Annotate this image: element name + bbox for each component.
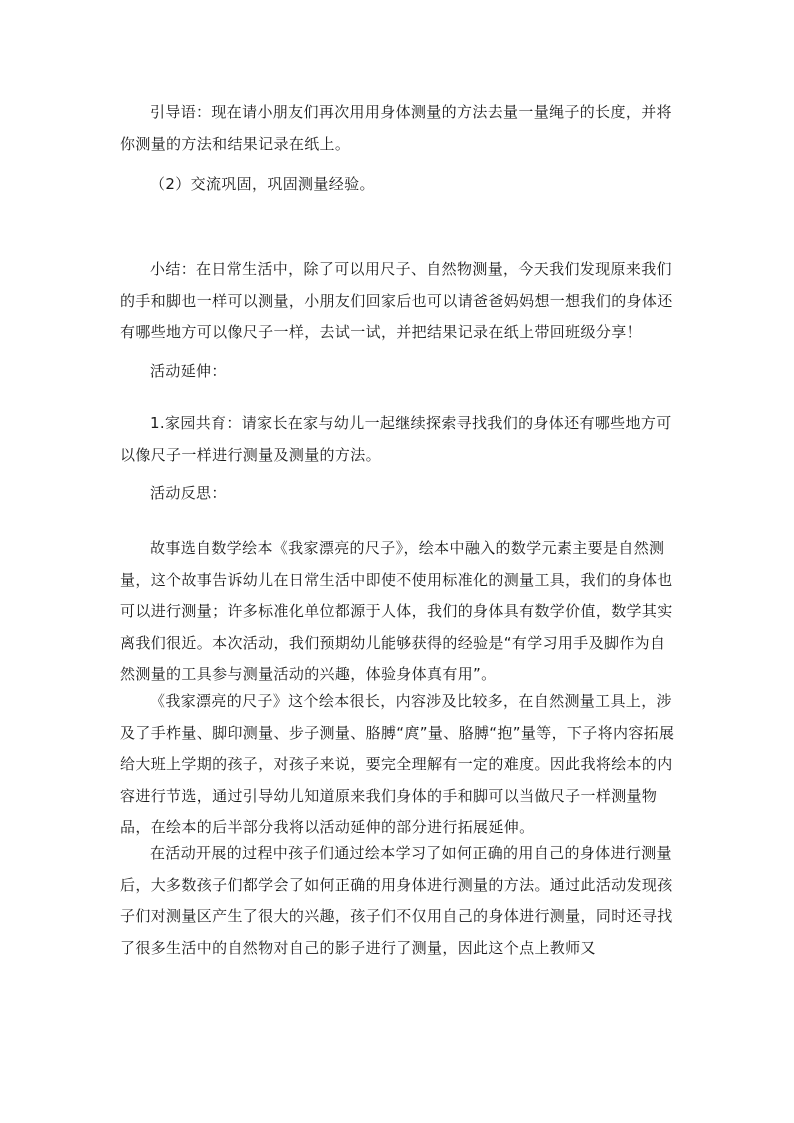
reflection-paragraph-3: 在活动开展的过程中孩子们通过绘本学习了如何正确的用自己的身体进行测量后，大多数孩子们都学会了如何正确的用身体进行测量的方法。通过此活动发现孩子们对测量区产生了很大的兴趣，孩子们不仅用自己的身体进行测量，同时还寻找了很多生活中的自然物对自己的影子进行了测量，因此这个点上教师又 — [120, 844, 673, 957]
home-school-paragraph: 1.家园共育：请家长在家与幼儿一起继续探索寻找我们的身体还有哪些地方可以像尺子一样进行测量及测量的方法。 — [120, 414, 672, 464]
guidance-paragraph: 引导语：现在请小朋友们再次用用身体测量的方法去量一量绳子的长度，并将你测量的方法和结果记录在纸上。 — [120, 103, 672, 153]
reflection-paragraph-2: 《我家漂亮的尺子》这个绘本很长，内容涉及比较多，在自然测量工具上，涉及了手柞量、脚印测量、步子测量、胳膊“庹”量、胳膊“抱”量等，下子将内容拓展给大班上学期的孩子，对孩子来说，要完全理解有一定的难度。因此我将绘本的内容进行节选，通过引导幼儿知道原来我们身体的手和脚可以当做尺子一样测量物品，在绘本的后半部分我将以活动延伸的部分进行拓展延伸。 — [120, 692, 675, 836]
summary-paragraph: 小结：在日常生活中，除了可以用尺子、自然物测量，今天我们发现原来我们的手和脚也一样可以测量，小朋友们回家后也可以请爸爸妈妈想一想我们的身体还有哪些地方可以像尺子一样，去试一试，并把结果记录在纸上带回班级分享！ — [120, 260, 673, 341]
activity-reflection-heading: 活动反思： — [150, 484, 227, 502]
exchange-consolidate-paragraph: （2）交流巩固，巩固测量经验。 — [150, 175, 375, 193]
activity-extension-heading: 活动延伸： — [150, 362, 227, 380]
reflection-paragraph-1: 故事选自数学绘本《我家漂亮的尺子》，绘本中融入的数学元素主要是自然测量，这个故事告诉幼儿在日常生活中即使不使用标准化的测量工具，我们的身体也可以进行测量；许多标准化单位都源于人体，我们的身体具有数学价值，数学其实离我们很近。本次活动，我们预期幼儿能够获得的经验是“有学习用手及脚作为自然测量的工具参与测量活动的兴趣，体验身体真有用”。 — [120, 539, 673, 683]
